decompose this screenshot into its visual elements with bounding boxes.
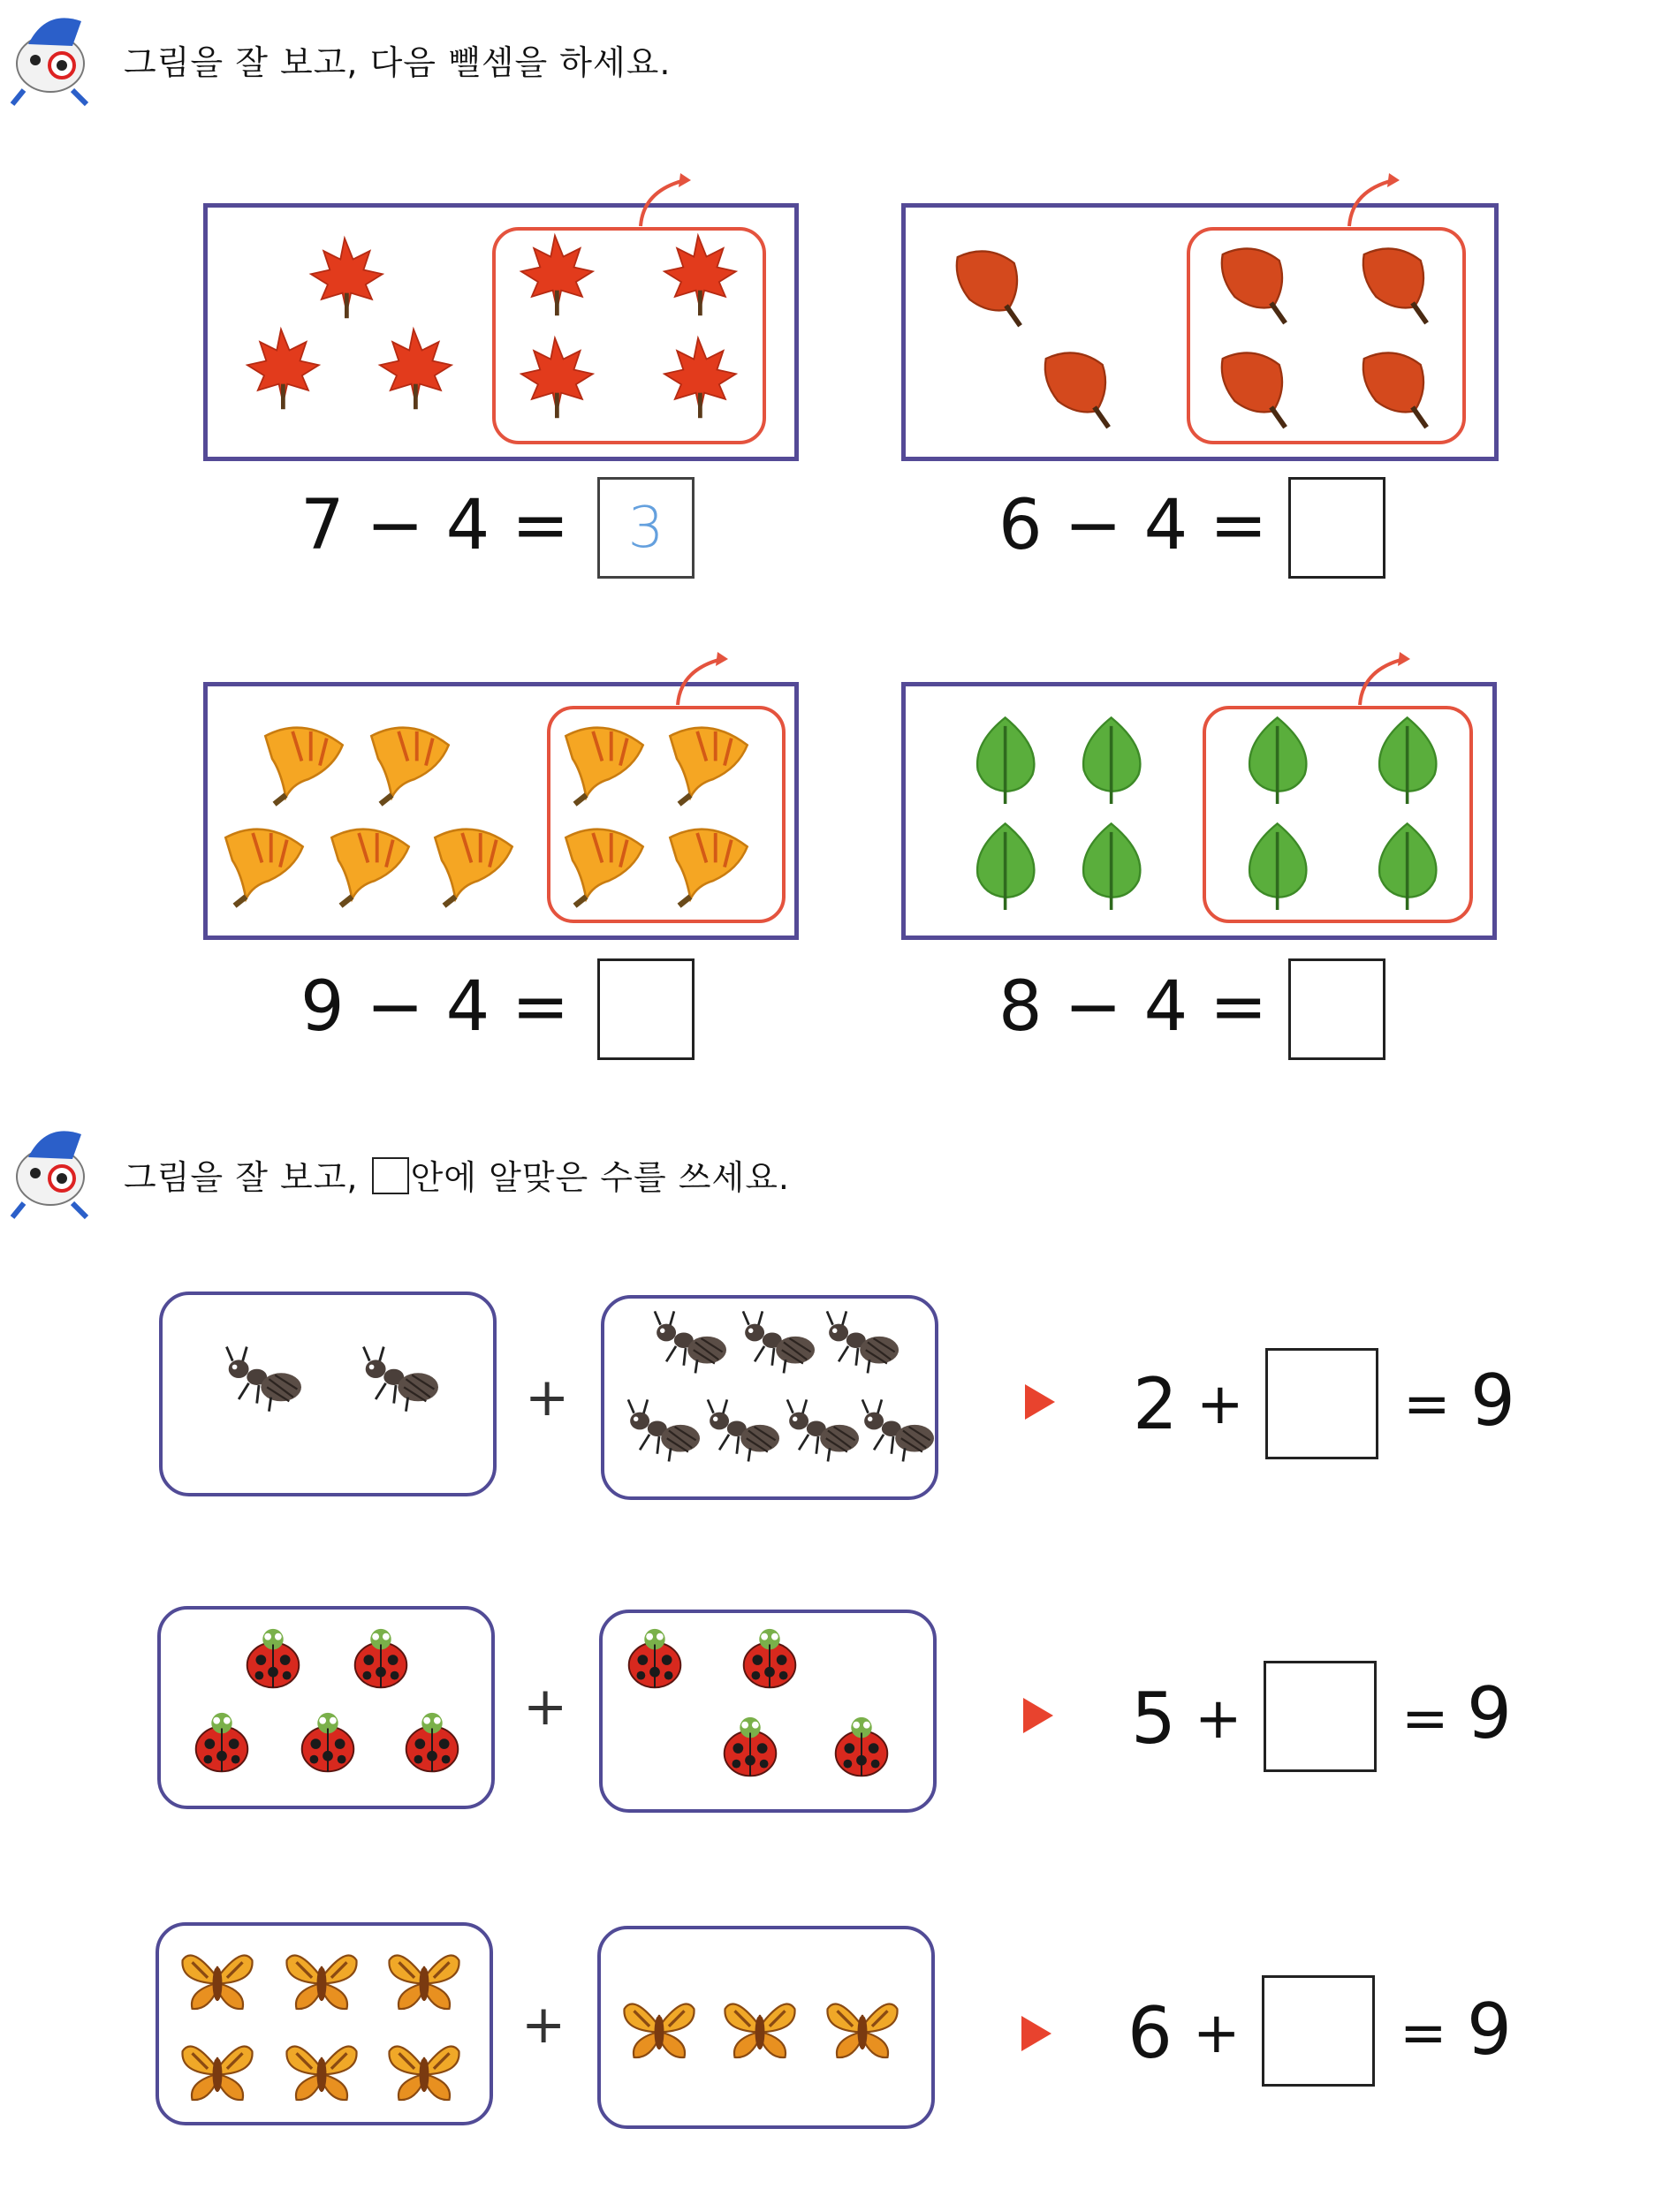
problem4-arrow-icon xyxy=(1355,652,1435,714)
problem2-equation xyxy=(998,481,1267,570)
problem3-arrow-icon xyxy=(673,652,753,714)
butterfly-icon xyxy=(619,1988,700,2069)
brown-leaf-icon xyxy=(1352,240,1437,325)
problem2-a: 6 xyxy=(998,486,1043,565)
row1-equals: = xyxy=(1403,1372,1451,1437)
ladybug-icon xyxy=(186,1709,258,1782)
green-leaf-icon xyxy=(963,716,1051,804)
mascot-icon xyxy=(2,1115,99,1221)
problem1-arrow-icon xyxy=(636,173,716,235)
green-leaf-icon xyxy=(1365,716,1454,804)
ginkgo-leaf-icon xyxy=(426,817,521,913)
maple-leaf-icon xyxy=(511,334,599,422)
ginkgo-leaf-icon xyxy=(557,716,652,811)
instruction-part2: 안에 알맞은 수를 쓰세요. xyxy=(410,1158,790,1197)
ladybug-icon xyxy=(714,1714,786,1786)
problem1-b: 4 xyxy=(445,486,490,565)
maple-leaf-icon xyxy=(369,325,458,413)
ginkgo-leaf-icon xyxy=(557,817,652,913)
row1-pointer-icon xyxy=(1025,1384,1055,1420)
green-leaf-icon xyxy=(1069,822,1158,910)
problem4-eq: = xyxy=(1210,967,1268,1047)
brown-leaf-icon xyxy=(945,243,1030,328)
inline-box-icon xyxy=(372,1157,409,1194)
instruction-part1: 그림을 잘 보고, xyxy=(124,1158,359,1197)
row3-plus: + xyxy=(521,1994,566,2056)
row2-a: 5 xyxy=(1131,1678,1176,1760)
butterfly-icon xyxy=(719,1988,801,2069)
row1-answer-box[interactable] xyxy=(1265,1348,1378,1459)
row2-result: 9 xyxy=(1467,1672,1512,1754)
row3-answer-box[interactable] xyxy=(1262,1975,1375,2087)
row1-plus: + xyxy=(525,1367,570,1428)
ant-icon xyxy=(353,1343,438,1428)
brown-leaf-icon xyxy=(1352,345,1437,429)
ant-icon xyxy=(853,1396,934,1477)
maple-leaf-icon xyxy=(654,334,742,422)
problem1-equation xyxy=(300,481,569,570)
green-leaf-icon xyxy=(1365,822,1454,910)
green-leaf-icon xyxy=(1069,716,1158,804)
row3-equals: = xyxy=(1400,2001,1447,2066)
green-leaf-icon xyxy=(963,822,1051,910)
brown-leaf-icon xyxy=(1211,345,1295,429)
maple-leaf-icon xyxy=(300,234,389,322)
ginkgo-leaf-icon xyxy=(256,716,352,811)
row3-a: 6 xyxy=(1127,1992,1173,2074)
ladybug-icon xyxy=(825,1714,898,1786)
problem3-answer-box[interactable] xyxy=(597,958,695,1060)
row2-answer-box[interactable] xyxy=(1264,1661,1377,1772)
butterfly-icon xyxy=(281,2030,362,2111)
ginkgo-leaf-icon xyxy=(661,817,756,913)
problem1-a: 7 xyxy=(300,486,345,565)
problem4-equation xyxy=(998,963,1267,1051)
ant-icon xyxy=(698,1396,779,1477)
problem2-eq: = xyxy=(1210,486,1268,565)
brown-leaf-icon xyxy=(1034,345,1119,429)
row1-result: 9 xyxy=(1470,1360,1515,1442)
problem1-eq: = xyxy=(512,486,570,565)
ladybug-icon xyxy=(237,1625,309,1698)
row2-equals: = xyxy=(1401,1686,1449,1752)
problem1-answer-box[interactable]: 3 xyxy=(597,477,695,579)
butterfly-icon xyxy=(383,1939,465,2020)
butterfly-icon xyxy=(177,1939,258,2020)
problem4-op: − xyxy=(1064,967,1122,1047)
ant-icon xyxy=(778,1396,859,1477)
row1-a: 2 xyxy=(1133,1363,1178,1445)
problem4-b: 4 xyxy=(1143,967,1188,1047)
butterfly-icon xyxy=(177,2030,258,2111)
row1-left-box xyxy=(159,1292,497,1496)
ginkgo-leaf-icon xyxy=(661,716,756,811)
problem1-op: − xyxy=(366,486,424,565)
problem2-arrow-icon xyxy=(1345,173,1424,235)
maple-leaf-icon xyxy=(237,325,325,413)
mascot-icon xyxy=(2,2,99,108)
ladybug-icon xyxy=(733,1625,806,1698)
ladybug-icon xyxy=(345,1625,417,1698)
maple-leaf-icon xyxy=(654,231,742,320)
row3-plus-sign: + xyxy=(1193,2001,1241,2066)
problem2-b: 4 xyxy=(1143,486,1188,565)
green-leaf-icon xyxy=(1235,822,1324,910)
ladybug-icon xyxy=(292,1709,364,1782)
ant-icon xyxy=(733,1307,815,1389)
row2-plus-sign: + xyxy=(1195,1686,1242,1752)
section2-instruction xyxy=(124,1150,790,1199)
ginkgo-leaf-icon xyxy=(216,817,312,913)
problem4-a: 8 xyxy=(998,967,1043,1047)
row1-plus-sign: + xyxy=(1196,1372,1244,1437)
problem3-op: − xyxy=(366,967,424,1047)
problem3-equation xyxy=(300,963,569,1051)
problem2-answer-box[interactable] xyxy=(1288,477,1385,579)
ladybug-icon xyxy=(396,1709,468,1782)
problem3-eq: = xyxy=(512,967,570,1047)
row2-plus: + xyxy=(523,1676,568,1738)
row2-pointer-icon xyxy=(1023,1698,1053,1733)
ant-icon xyxy=(619,1396,700,1477)
ant-icon xyxy=(817,1307,899,1389)
maple-leaf-icon xyxy=(511,231,599,320)
ant-icon xyxy=(216,1343,301,1428)
problem3-b: 4 xyxy=(445,967,490,1047)
ladybug-icon xyxy=(619,1625,691,1698)
brown-leaf-icon xyxy=(1211,240,1295,325)
row3-pointer-icon xyxy=(1021,2016,1051,2051)
butterfly-icon xyxy=(281,1939,362,2020)
section1-instruction: 그림을 잘 보고, 다음 뺄셈을 하세요. xyxy=(124,43,672,82)
problem3-a: 9 xyxy=(300,967,345,1047)
row3-result: 9 xyxy=(1467,1989,1512,2071)
problem2-op: − xyxy=(1064,486,1122,565)
ant-icon xyxy=(645,1307,726,1389)
butterfly-icon xyxy=(822,1988,903,2069)
ginkgo-leaf-icon xyxy=(362,716,458,811)
problem4-answer-box[interactable] xyxy=(1288,958,1385,1060)
green-leaf-icon xyxy=(1235,716,1324,804)
butterfly-icon xyxy=(383,2030,465,2111)
ginkgo-leaf-icon xyxy=(323,817,418,913)
